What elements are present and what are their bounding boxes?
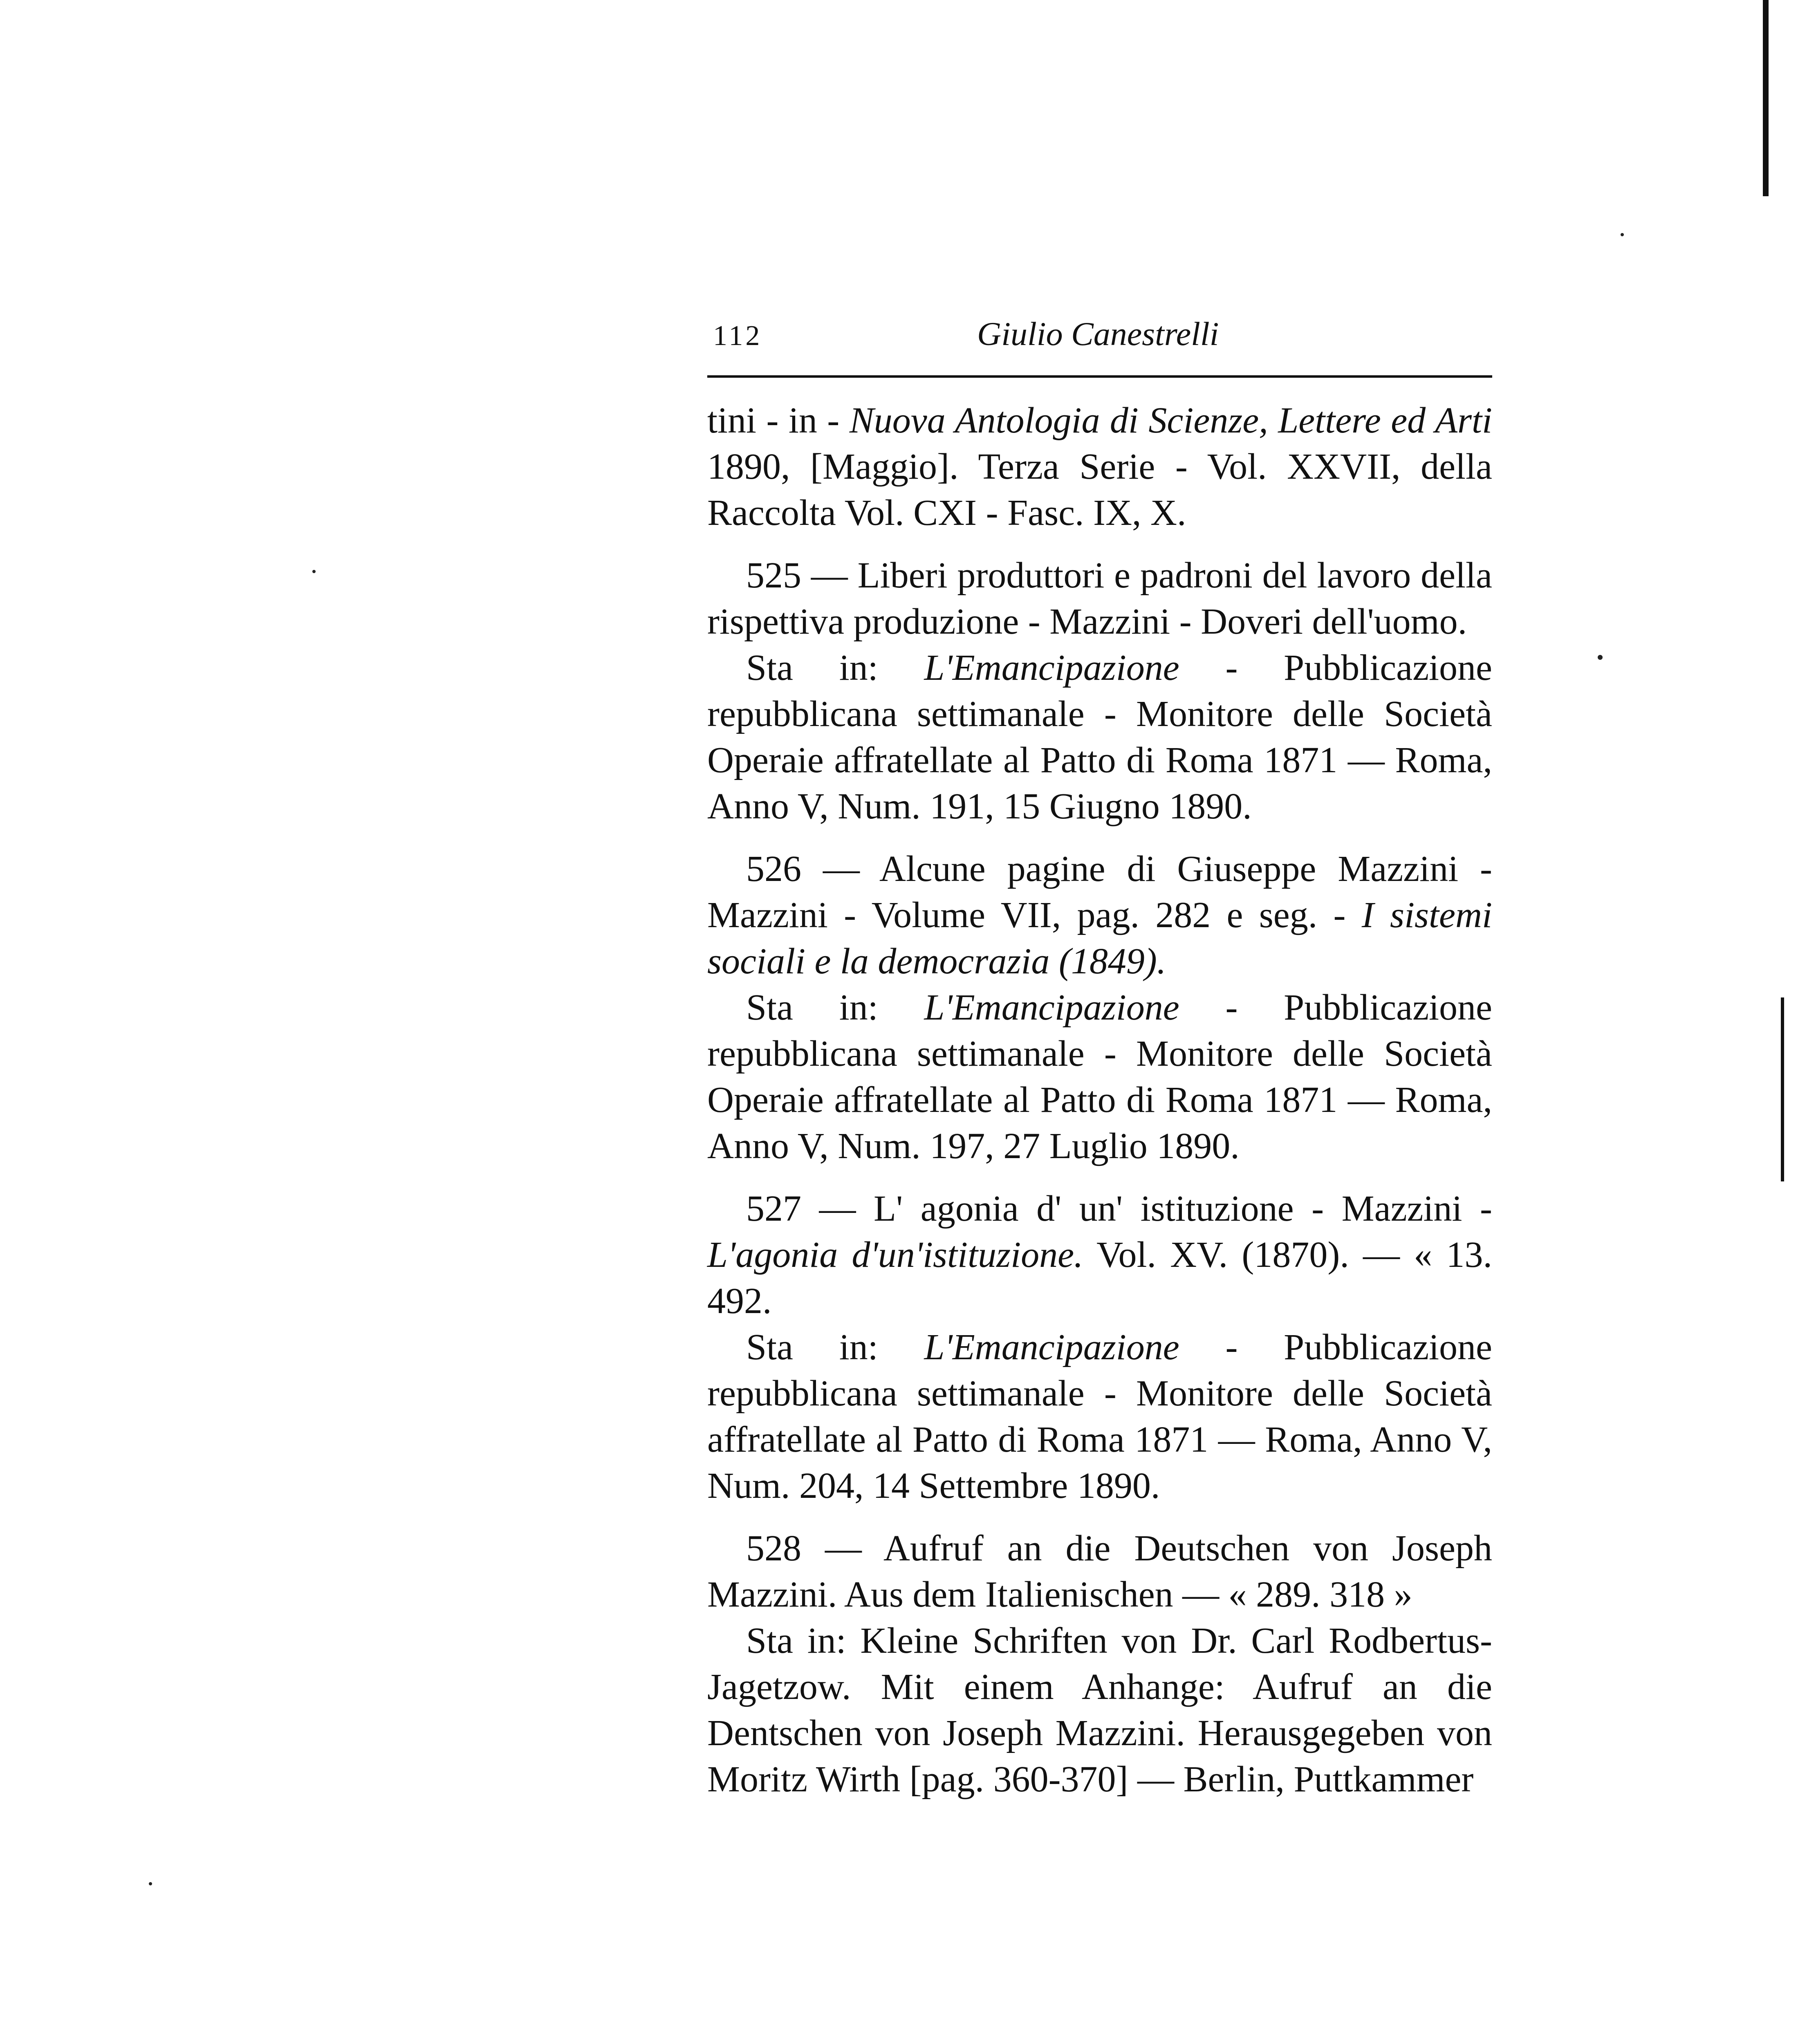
scan-edge-mark-top bbox=[1763, 0, 1769, 196]
scan-speck bbox=[1621, 233, 1624, 236]
running-header bbox=[707, 311, 1492, 360]
source-528: Sta in: Kleine Schriften von Dr. Carl Rodbertus-Jagetzow. Mit einem Anhange: Aufruf an die Dentschen von Joseph Mazzini. Herausgegeben von Moritz Wirth [pag. 360-370] — Berlin, Puttkammer bbox=[707, 1620, 1492, 1800]
entry-527: 527 — L' agonia d' un' istituzione - Mazzini - L'agonia d'un'istituzione. Vol. XV. (1870). — « 13. 492. bbox=[707, 1188, 1492, 1321]
scan-speck bbox=[312, 570, 316, 573]
running-title: Giulio Canestrelli bbox=[977, 315, 1219, 352]
continued-entry-524: tini - in - Nuova Antologia di Scienze, Lettere ed Arti 1890, [Maggio]. Terza Serie - Vol. XXVII, della Raccolta Vol. CXI - Fasc. IX, X. bbox=[707, 400, 1492, 533]
source-527: Sta in: L'Emancipazione - Pubblicazione repubblicana settimanale - Monitore delle Società affratellate al Patto di Roma 1871 — Roma, Anno V, Num. 204, 14 Settembre 1890. bbox=[707, 1327, 1493, 1506]
entry-526: 526 — Alcune pagine di Giuseppe Mazzini - Mazzini - Volume VII, pag. 282 e seg. - I sistemi sociali e la democrazia (1849). bbox=[707, 849, 1492, 982]
scan-edge-mark-middle bbox=[1781, 997, 1784, 1181]
book-page bbox=[707, 311, 1492, 1802]
header-rule bbox=[707, 375, 1492, 378]
source-526: Sta in: L'Emancipazione - Pubblicazione repubblicana settimanale - Monitore delle Società Operaie affratellate al Patto di Roma 1871 — Roma, Anno V, Num. 197, 27 Luglio 1890. bbox=[707, 987, 1493, 1166]
page-number: 112 bbox=[713, 320, 762, 352]
entry-525: 525 — Liberi produttori e padroni del lavoro della rispettiva produzione - Mazzini - Doveri dell'uomo. bbox=[707, 555, 1492, 642]
source-525: Sta in: L'Emancipazione - Pubblicazione repubblicana settimanale - Monitore delle Società Operaie affratellate al Patto di Roma 1871 — Roma, Anno V, Num. 191, 15 Giugno 1890. bbox=[707, 648, 1493, 827]
scan-speck bbox=[149, 1882, 152, 1885]
scan-speck bbox=[1598, 655, 1603, 660]
entry-528: 528 — Aufruf an die Deutschen von Joseph Mazzini. Aus dem Italienischen — « 289. 318 » bbox=[707, 1528, 1492, 1615]
bibliography-text bbox=[707, 397, 1492, 1802]
